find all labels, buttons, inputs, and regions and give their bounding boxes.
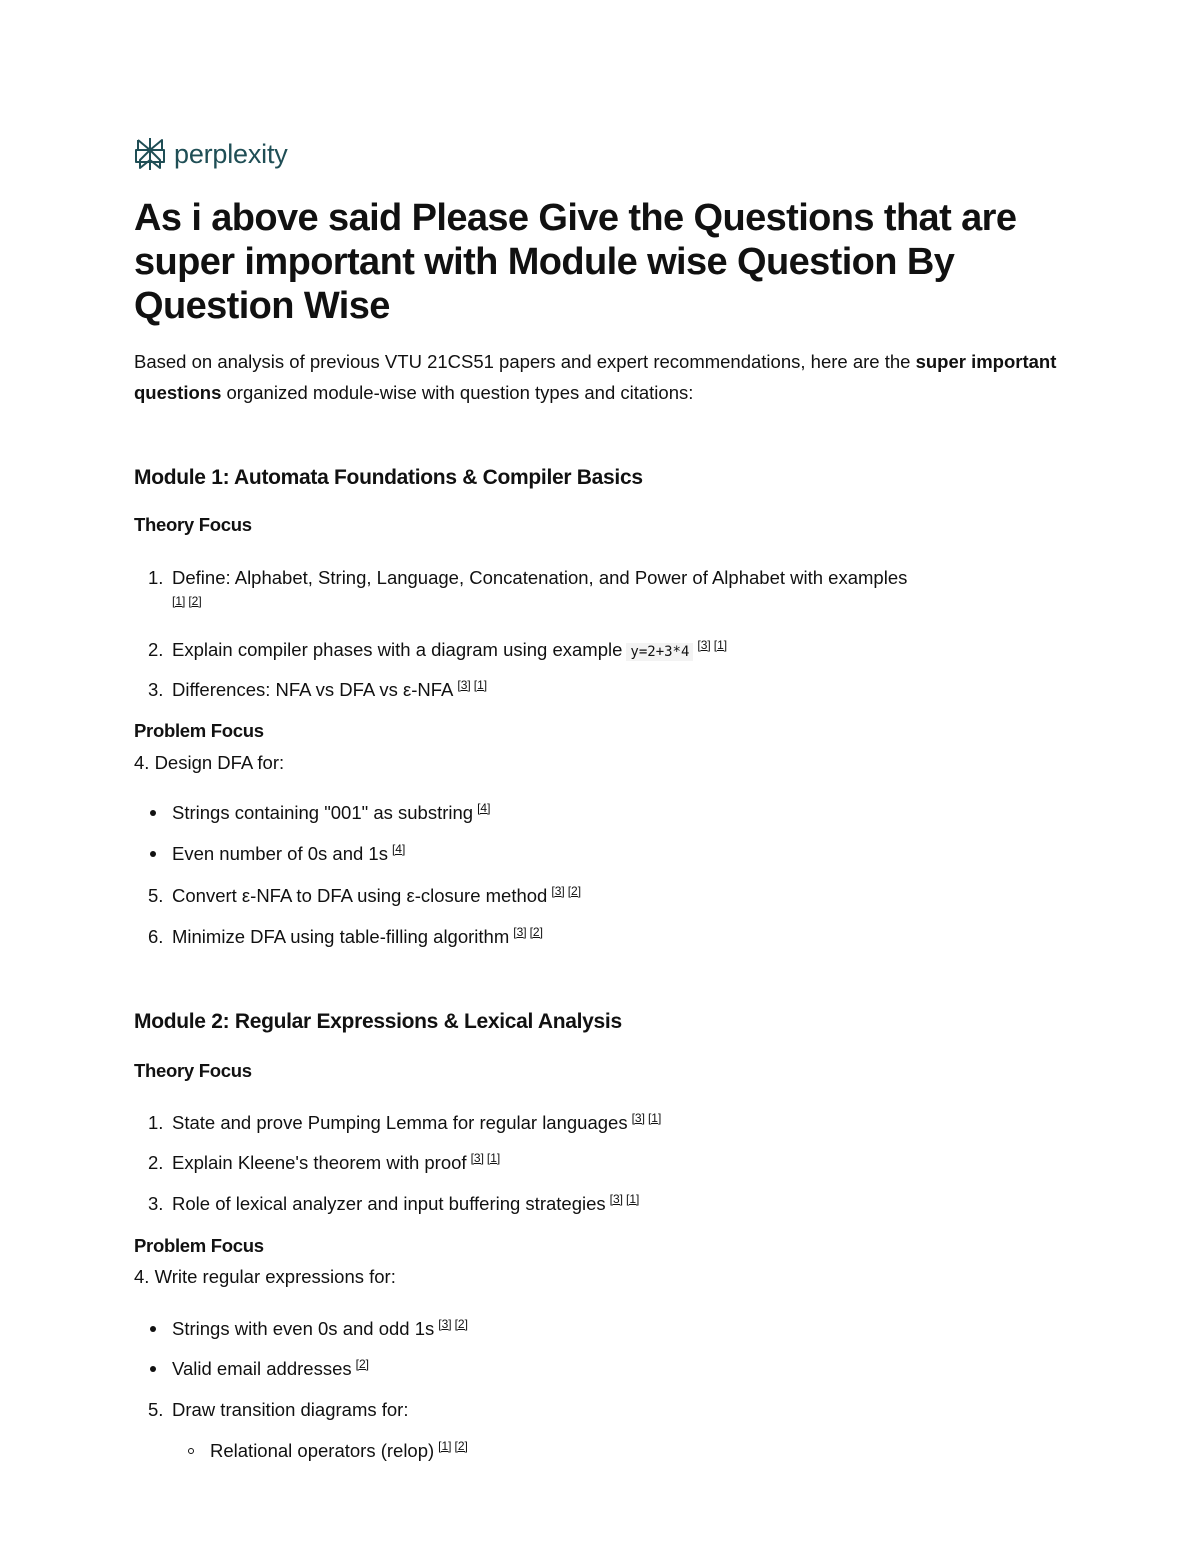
module1-theory-label: Theory Focus <box>134 514 252 535</box>
bullet-text: Strings with even 0s and odd 1s <box>172 1318 435 1339</box>
bullet-text: Valid email addresses <box>172 1358 352 1379</box>
citation-link[interactable]: [1] <box>172 593 186 608</box>
citation-link[interactable]: [3] <box>697 637 711 652</box>
module2-bullet-2 <box>172 1357 369 1381</box>
citation-link[interactable]: [3] <box>470 1150 484 1165</box>
module2-sub-bullet-1 <box>210 1439 468 1463</box>
module2-q5 <box>148 1398 408 1422</box>
module2-q4: 4. Write regular expressions for: <box>134 1266 396 1287</box>
q-number: 5. <box>148 1399 164 1420</box>
q-text: Convert ε-NFA to DFA using ε-closure method <box>172 885 548 906</box>
bullet-text: Strings containing "001" as substring <box>172 802 474 823</box>
q-text: Differences: NFA vs DFA vs ε-NFA <box>172 679 454 700</box>
bullet-text: Even number of 0s and 1s <box>172 843 388 864</box>
citation-link[interactable]: [2] <box>529 924 543 939</box>
module1-bullet-1 <box>172 801 490 825</box>
module1-q2 <box>148 638 727 664</box>
citation-link[interactable]: [2] <box>454 1438 468 1453</box>
citation-link[interactable]: [4] <box>391 841 406 856</box>
citation-link[interactable]: [4] <box>477 800 491 815</box>
bullet-dot <box>150 851 156 857</box>
citation-link[interactable]: [1] <box>647 1110 662 1125</box>
citation-link[interactable]: [1] <box>713 637 728 652</box>
citation-link[interactable]: [1] <box>438 1438 452 1453</box>
module1-q5 <box>148 884 581 908</box>
citation-link[interactable]: [2] <box>188 593 202 608</box>
citation-link[interactable]: [3] <box>513 924 527 939</box>
q-number: 2. <box>148 1152 164 1173</box>
module1-q3 <box>148 678 487 702</box>
q-number: 6. <box>148 926 164 947</box>
citation-link[interactable]: [3] <box>457 677 471 692</box>
intro-paragraph <box>134 346 1064 408</box>
module2-theory-label: Theory Focus <box>134 1060 252 1081</box>
q-text: Define: Alphabet, String, Language, Concatenation, and Power of Alphabet with examples <box>172 567 908 588</box>
module1-bullet-2 <box>172 842 405 866</box>
module1-problem-label: Problem Focus <box>134 720 264 741</box>
q-text: Draw transition diagrams for: <box>172 1399 409 1420</box>
sub-bullet-circle <box>188 1448 194 1454</box>
bullet-dot <box>150 1326 156 1332</box>
q-number: 1. <box>148 567 164 588</box>
citation-link[interactable]: [2] <box>567 883 582 898</box>
citation-link[interactable]: [3] <box>438 1316 452 1331</box>
q-text: State and prove Pumping Lemma for regular languages <box>172 1112 628 1133</box>
module1-q1 <box>148 566 907 590</box>
perplexity-logo-icon <box>134 136 166 172</box>
citation-link[interactable]: [2] <box>355 1356 369 1371</box>
bullet-dot <box>150 810 156 816</box>
module2-q1 <box>148 1111 661 1135</box>
perplexity-logo <box>134 136 288 172</box>
citation-link[interactable]: [3] <box>551 883 565 898</box>
module2-title: Module 2: Regular Expressions & Lexical Analysis <box>134 1010 622 1033</box>
module2-problem-label: Problem Focus <box>134 1235 264 1256</box>
citation-link[interactable]: [1] <box>486 1150 501 1165</box>
q-text: Minimize DFA using table-filling algorithm <box>172 926 510 947</box>
q-number: 1. <box>148 1112 164 1133</box>
q-number: 3. <box>148 679 164 700</box>
citation-link[interactable]: [3] <box>631 1110 645 1125</box>
q-number: 5. <box>148 885 164 906</box>
module1-q4: 4. Design DFA for: <box>134 752 285 773</box>
bullet-text: Relational operators (relop) <box>210 1440 435 1461</box>
module2-bullet-1 <box>172 1317 468 1341</box>
module1-q1-citations <box>172 594 202 618</box>
module2-q2 <box>148 1151 500 1175</box>
logo-text: perplexity <box>174 138 288 169</box>
code-snippet: y=2+3*4 <box>626 643 693 661</box>
module2-q3 <box>148 1192 639 1216</box>
citation-link[interactable]: [1] <box>625 1191 640 1206</box>
q-number: 2. <box>148 639 164 660</box>
module1-title: Module 1: Automata Foundations & Compiler Basics <box>134 466 643 489</box>
q-text: Role of lexical analyzer and input buffering strategies <box>172 1193 606 1214</box>
intro-text-2: organized module-wise with question types and citations: <box>221 382 694 403</box>
intro-text-1: Based on analysis of previous VTU 21CS51 papers and expert recommendations, here are the <box>134 351 916 372</box>
bullet-dot <box>150 1366 156 1372</box>
q-text: Explain compiler phases with a diagram using example <box>172 639 623 660</box>
module1-q6 <box>148 925 543 949</box>
q-text: Explain Kleene's theorem with proof <box>172 1152 467 1173</box>
q-number: 3. <box>148 1193 164 1214</box>
citation-link[interactable]: [3] <box>609 1191 623 1206</box>
intro-bold: super important questions <box>134 351 1057 403</box>
citation-link[interactable]: [2] <box>454 1316 468 1331</box>
citation-link[interactable]: [1] <box>473 677 488 692</box>
page-title: As i above said Please Give the Questions that are super important with Module wise Question By Question Wise <box>134 197 1017 327</box>
